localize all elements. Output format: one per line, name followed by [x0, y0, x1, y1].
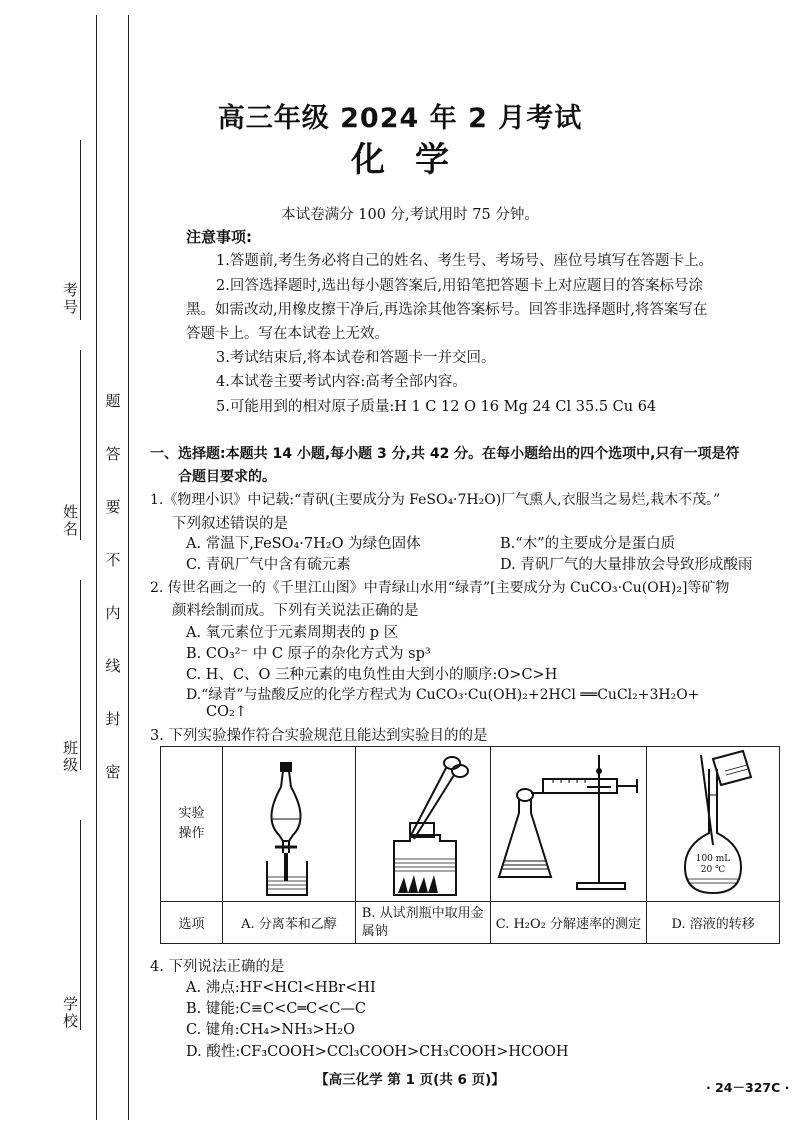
q1-option-c: C. 青矾厂气中含有硫元素 [186, 557, 351, 573]
row-label-option: 选项 [161, 902, 223, 944]
seal-char: 不 [105, 551, 121, 569]
q2-option-a: A. 氧元素位于元素周期表的 p 区 [186, 625, 399, 641]
q2-option-b: B. CO₃²⁻ 中 C 原子的杂化方式为 sp³ [186, 646, 431, 662]
notice-line: 黑。如需改动,用橡皮擦干净后,再选涂其他答案标号。回答非选择题时,将答案写在 [186, 302, 708, 318]
q4-option-d: D. 酸性:CF₃COOH>CCl₃COOH>CH₃COOH>HCOOH [186, 1044, 569, 1060]
notice-line: 3.考试结束后,将本试卷和答题卡一并交回。 [216, 350, 496, 366]
q4-option-c: C. 键角:CH₄>NH₃>H₂O [186, 1022, 356, 1038]
q2-option-d: D.“绿青”与盐酸反应的化学方程式为 CuCO₃·Cu(OH)₂+2HCl ══CuCl₂+3H₂O+ [186, 687, 700, 703]
notice-heading: 注意事项: [186, 228, 252, 246]
section-heading: 一、选择题:本题共 14 小题,每小题 3 分,共 42 分。在每小题给出的四个选项中,只有一项是符 [150, 446, 740, 462]
flask-temp-label: 20 ℃ [701, 865, 726, 875]
seal-char: 内 [105, 604, 121, 622]
subject-title: 化学 [351, 140, 479, 180]
seal-char: 线 [105, 657, 121, 675]
flask-volume-label: 100 mL [695, 854, 731, 864]
apparatus-a [223, 747, 356, 902]
q3-option-a: A. 分离苯和乙醇 [223, 902, 356, 944]
section-heading-cont: 合题目要求的。 [178, 469, 276, 485]
seal-char: 密 [105, 763, 121, 781]
q4-option-a: A. 沸点:HF<HCl<HBr<HI [186, 980, 376, 996]
seal-char: 答 [105, 445, 121, 463]
q3-option-d: D. 溶液的转移 [647, 902, 780, 944]
name-label: 姓名 [61, 504, 79, 538]
q2-option-c: C. H、C、O 三种元素的电负性由大到小的顺序:O>C>H [186, 667, 558, 683]
notice-line: 2.回答选择题时,选出每小题答案后,用铅笔把答题卡上对应题目的答案标号涂 [216, 278, 704, 294]
experiment-table [160, 746, 780, 944]
volumetric-flask-icon [647, 749, 777, 899]
q3-stem: 3. 下列实验操作符合实验规范且能达到实验目的的是 [150, 728, 488, 744]
school-blank [80, 820, 81, 1030]
row-label-operation: 实验操作 [161, 747, 223, 902]
q3-option-b: B. 从试剂瓶中取用金属钠 [355, 902, 490, 944]
apparatus-c [490, 747, 647, 902]
class-blank [80, 580, 81, 770]
separatory-funnel-icon [223, 749, 353, 899]
exam-title: 高三年级 2024 年 2 月考试 [217, 103, 583, 134]
tongs-bottle-icon [356, 749, 488, 899]
paper-code: · 24－327C · [706, 1080, 790, 1095]
q2-stem-cont: 颜料绘制而成。下列有关说法正确的是 [172, 603, 419, 619]
q3-option-c: C. H₂O₂ 分解速率的测定 [490, 902, 647, 944]
exam-no-label: 考号 [61, 282, 79, 316]
q4-option-b: B. 键能:C≡C<C═C<C—C [186, 1001, 367, 1017]
seal-char: 要 [105, 498, 121, 516]
q1-stem: 1.《物理小识》中记载:“青矾(主要成分为 FeSO₄·7H₂O)厂气熏人,衣服当之易烂,栽木不茂。” [150, 492, 721, 508]
flask-syringe-icon [491, 749, 645, 899]
q1-option-b: B.“木”的主要成分是蛋白质 [500, 536, 676, 552]
name-blank [80, 350, 81, 540]
q2-option-d-cont: CO₂↑ [206, 704, 247, 720]
score-info: 本试卷满分 100 分,考试用时 75 分钟。 [281, 207, 539, 223]
q4-stem: 4. 下列说法正确的是 [150, 959, 285, 975]
seal-char: 题 [105, 392, 121, 410]
q1-option-a: A. 常温下,FeSO₄·7H₂O 为绿色固体 [186, 536, 421, 552]
q1-option-d: D. 青矾厂气的大量排放会导致形成酸雨 [500, 557, 753, 573]
class-label: 班级 [61, 740, 79, 774]
notice-line: 5.可能用到的相对原子质量:H 1 C 12 O 16 Mg 24 Cl 35.5 Cu 64 [216, 399, 657, 415]
school-label: 学校 [61, 996, 79, 1030]
page-footer-label: 【高三化学 第 1 页(共 6 页)】 [315, 1072, 505, 1088]
apparatus-b [355, 747, 490, 902]
notice-line: 答题卡上。写在本试卷上无效。 [186, 326, 389, 342]
apparatus-d [647, 747, 780, 902]
notice-line: 4.本试卷主要考试内容:高考全部内容。 [216, 374, 467, 390]
notice-line: 1.答题前,考生务必将自己的姓名、考生号、考场号、座位号填写在答题卡上。 [216, 253, 713, 269]
q2-stem: 2. 传世名画之一的《千里江山图》中青绿山水用“绿青”[主要成分为 CuCO₃·Cu(OH)₂]等矿物 [150, 580, 730, 596]
seal-char: 封 [105, 710, 121, 728]
q1-stem-cont: 下列叙述错误的是 [172, 516, 288, 532]
